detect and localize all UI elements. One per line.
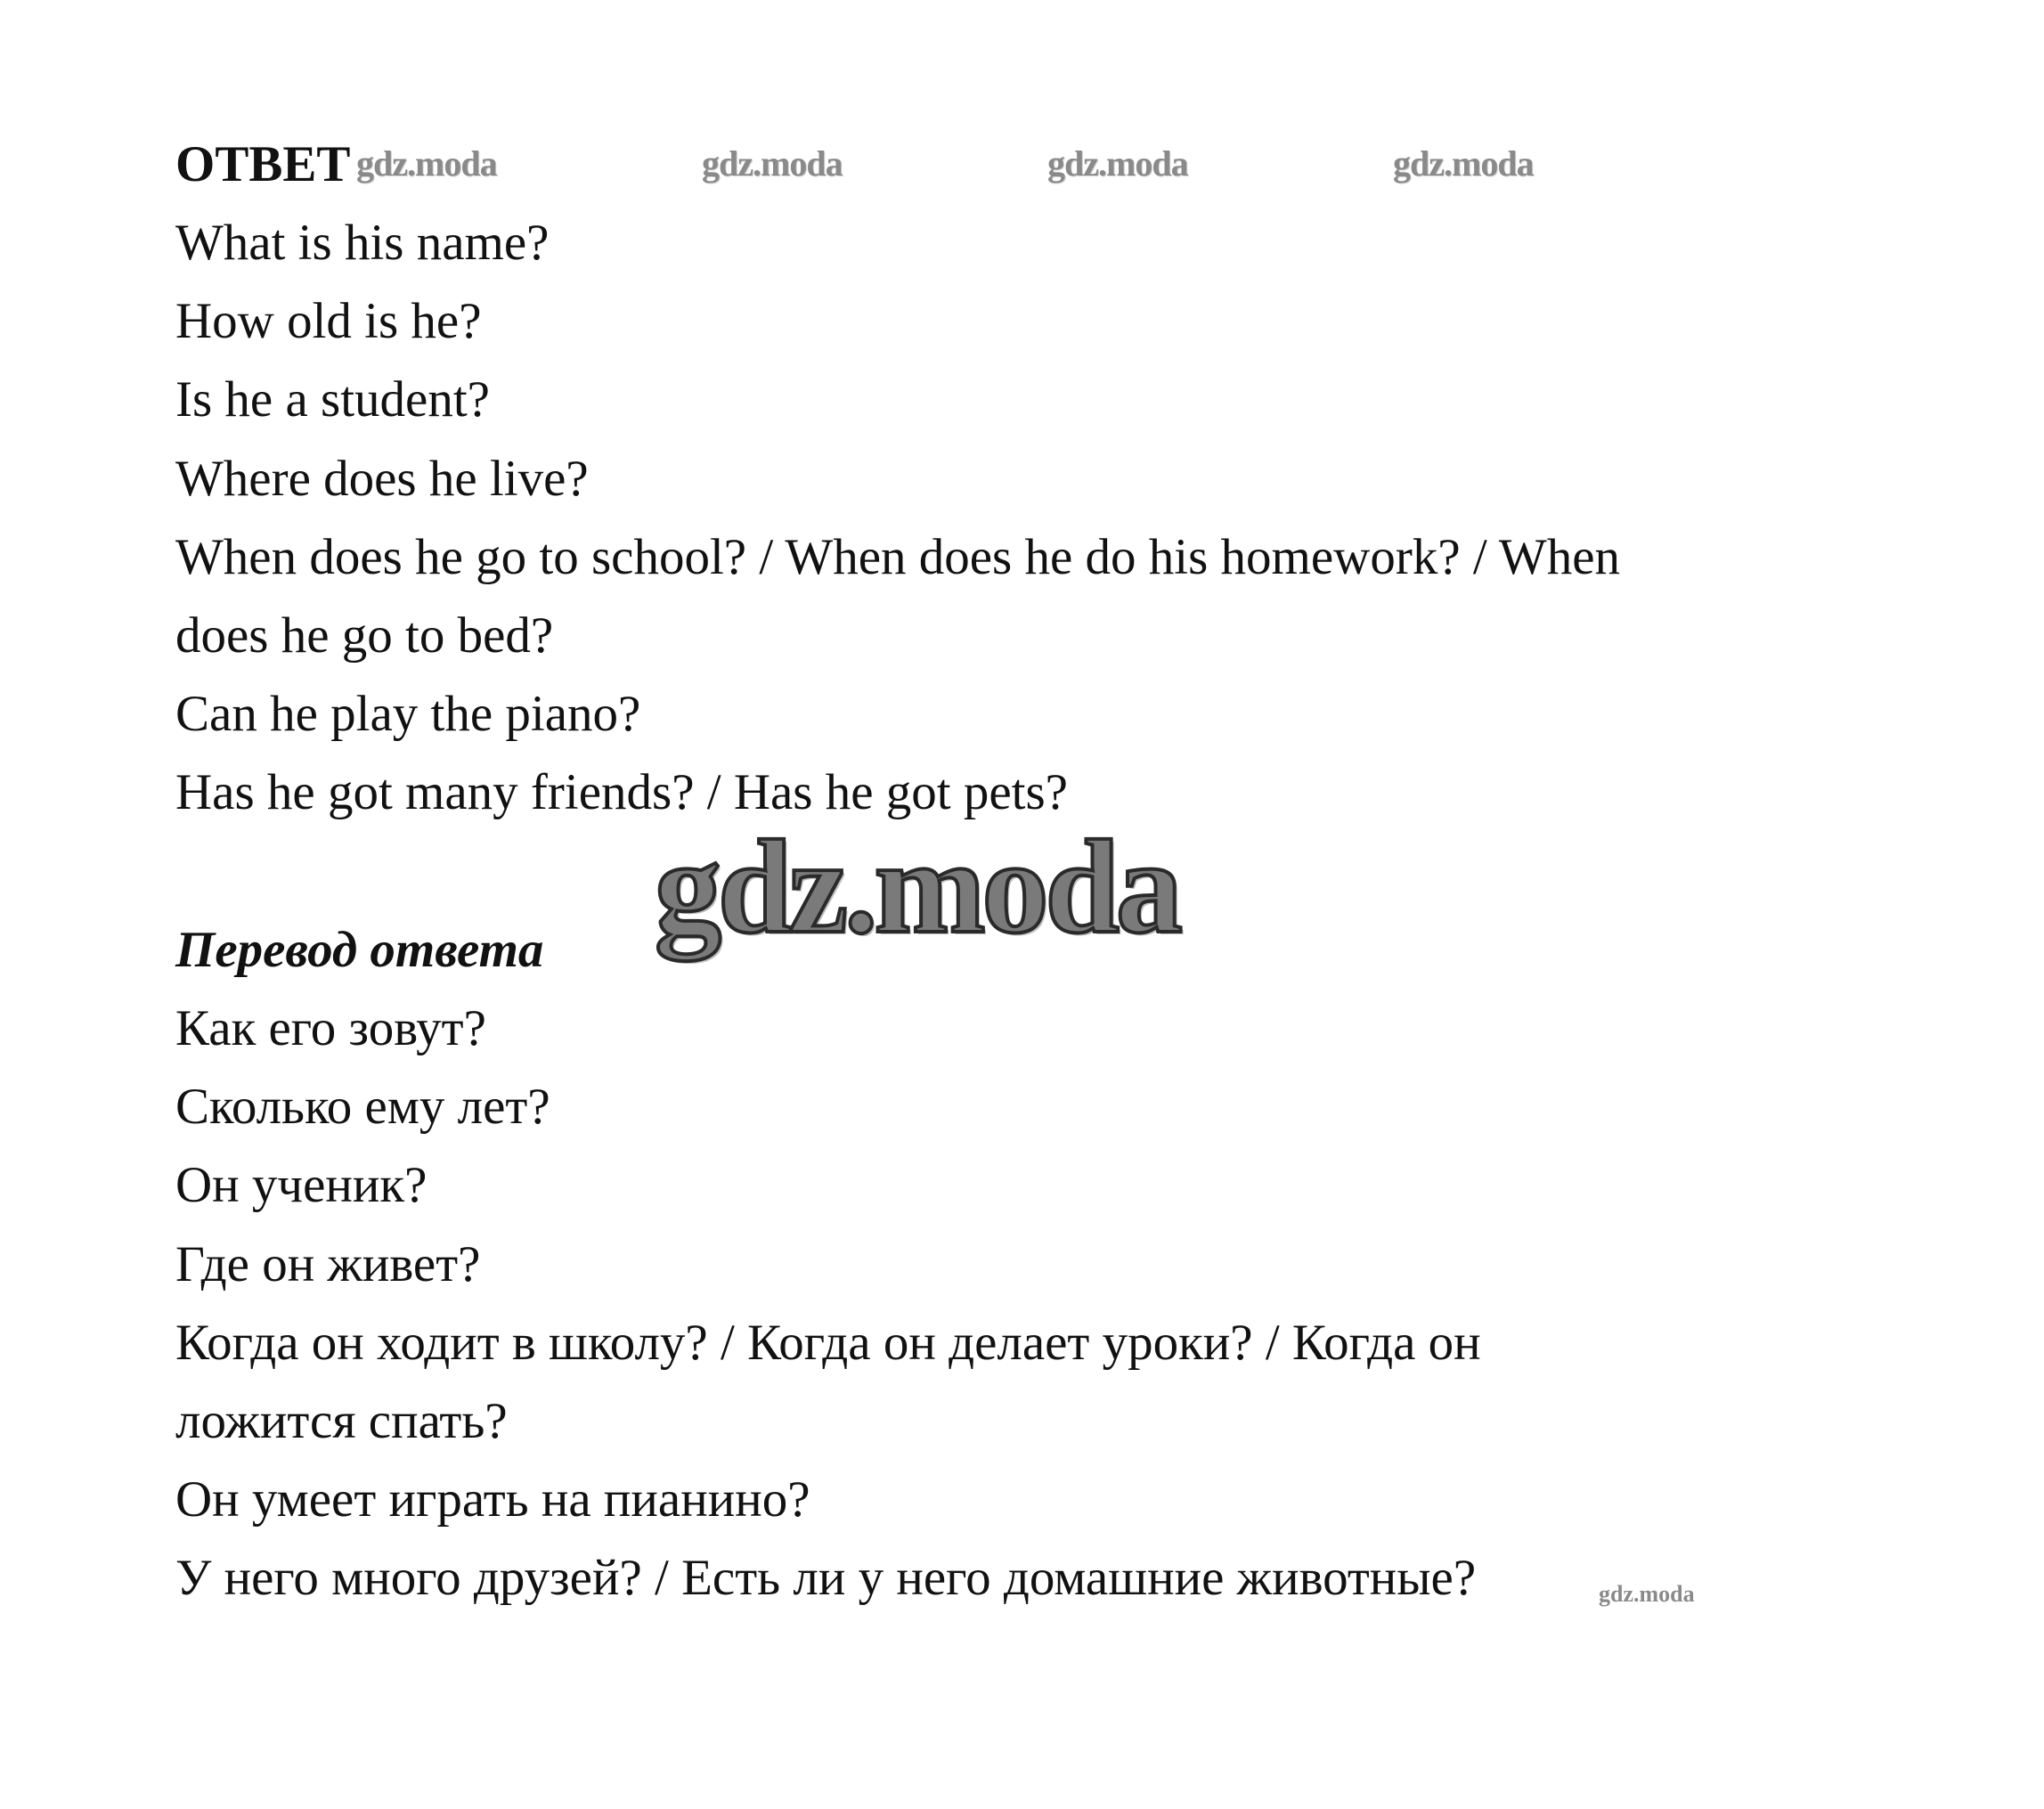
watermark-top-1: gdz.moda	[356, 143, 497, 183]
answer-line-8: Has he got many friends? / Has he got pets?	[175, 764, 1068, 820]
answer-line-4: Where does he live?	[175, 451, 589, 507]
translation-line-6: ложится спать?	[175, 1393, 508, 1449]
answer-line-1: What is his name?	[175, 215, 550, 271]
watermark-top-3: gdz.moda	[1047, 143, 1188, 183]
answer-line-3: Is he a student?	[175, 371, 490, 428]
answer-line-2: How old is he?	[175, 293, 482, 349]
watermark-top-2: gdz.moda	[702, 143, 843, 183]
translation-line-8: У него много друзей? / Есть ли у него домашние животные?	[175, 1550, 1477, 1606]
translation-line-7: Он умеет играть на пианино?	[175, 1471, 810, 1528]
translation-line-3: Он ученик?	[175, 1157, 428, 1213]
translation-heading: Перевод ответа	[175, 922, 544, 978]
answer-heading: ОТВЕТ	[175, 136, 351, 192]
translation-line-2: Сколько ему лет?	[175, 1079, 550, 1135]
answer-line-6: does he go to bed?	[175, 607, 554, 664]
watermark-corner: gdz.moda	[1599, 1581, 1695, 1607]
watermark-center: gdz.moda	[655, 813, 1179, 961]
answer-line-7: Can he play the piano?	[175, 686, 641, 742]
watermark-top-4: gdz.moda	[1393, 143, 1534, 183]
translation-line-4: Где он живет?	[175, 1236, 481, 1292]
answer-line-5: When does he go to school? / When does he do his homework? / When	[175, 529, 1621, 585]
translation-line-5: Когда он ходит в школу? / Когда он делает уроки? / Когда он	[175, 1315, 1481, 1371]
translation-line-1: Как его зовут?	[175, 1000, 486, 1056]
